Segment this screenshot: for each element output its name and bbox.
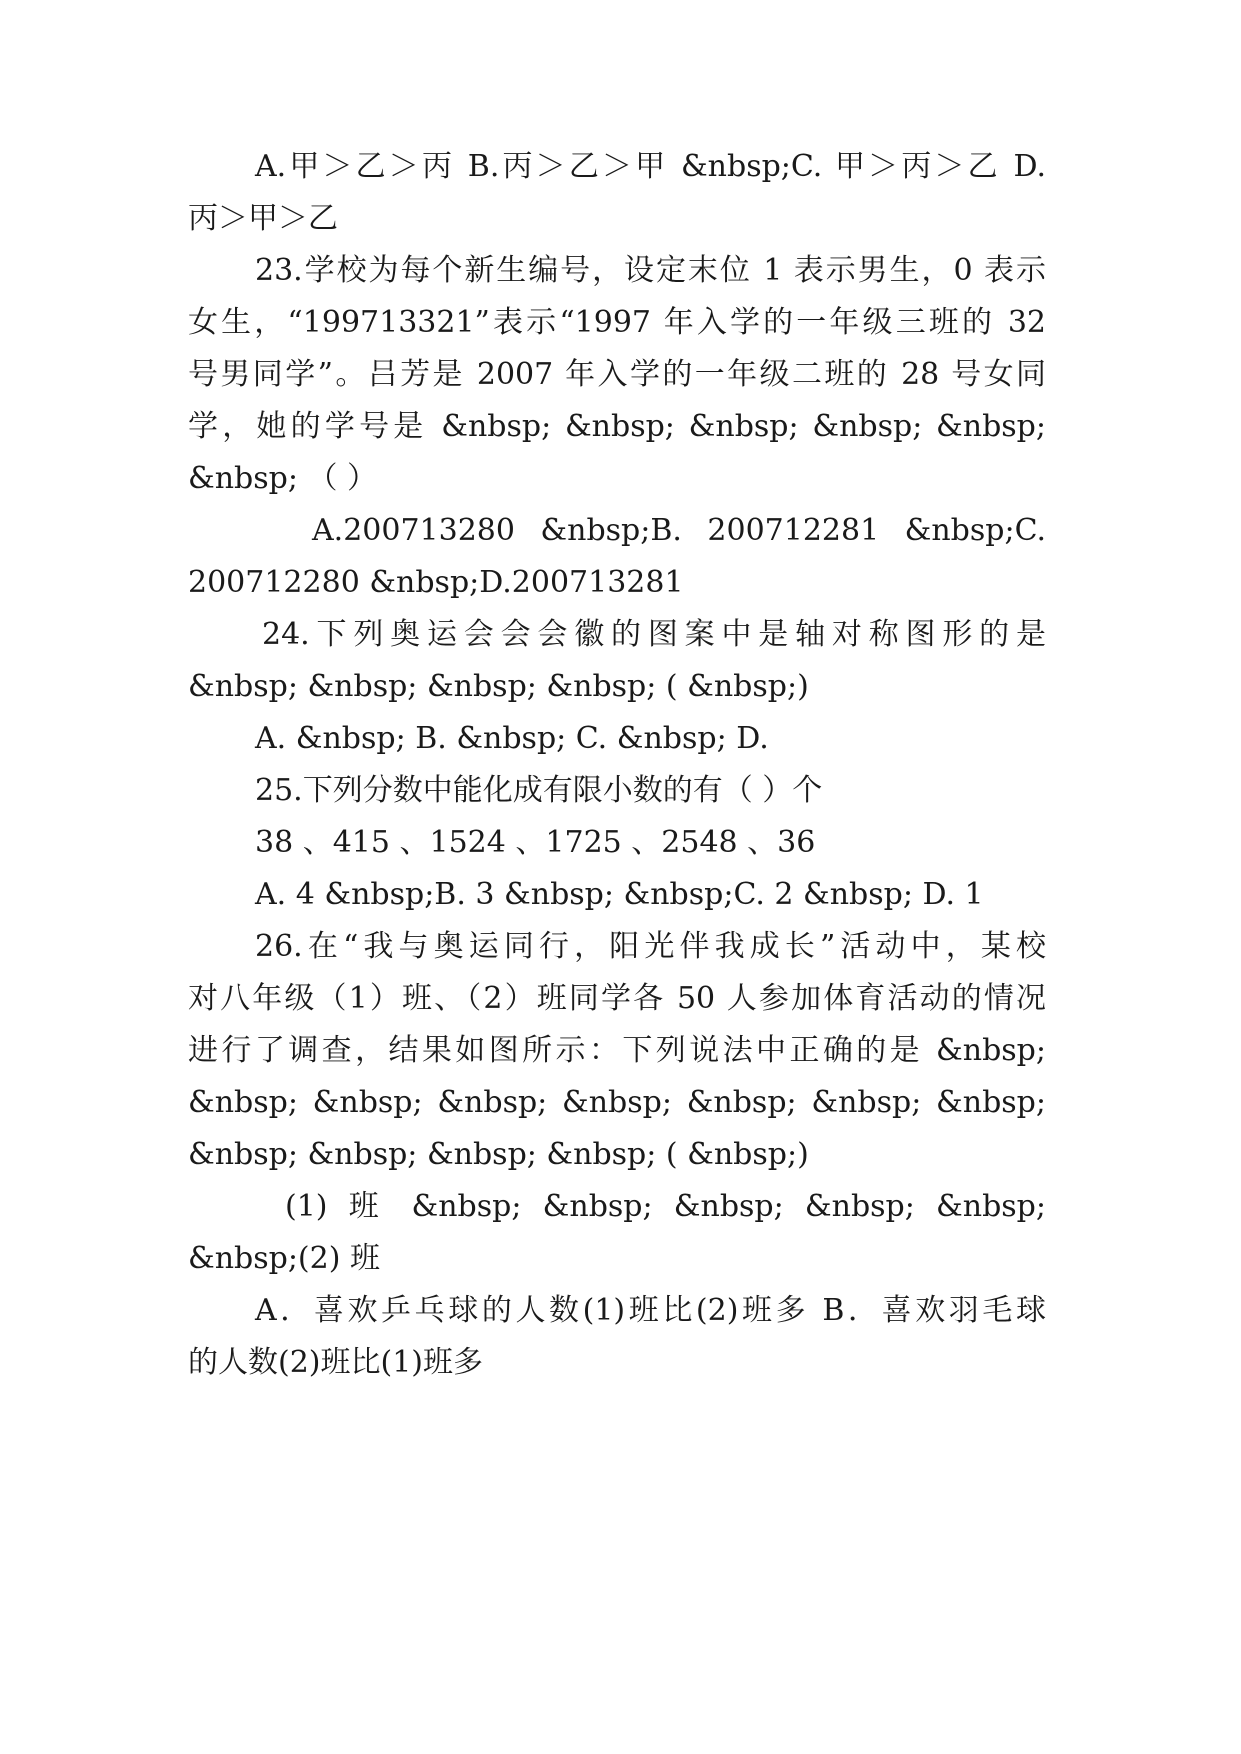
q23-options-continued: 200712280 &nbsp;D.200713281 — [188, 565, 684, 600]
q26-class-labels-line: (1) 班 &nbsp; &nbsp; &nbsp; &nbsp; &nbsp; — [285, 1189, 1046, 1224]
q26-class-labels-continued: &nbsp;(2) 班 — [188, 1241, 380, 1276]
q26-text-line-2: 对八年级（1）班、（2）班同学各 50 人参加体育活动的情况 — [188, 981, 1046, 1016]
q26-text-line-1: 26.在“我与奥运同行，阳光伴我成长”活动中，某校 — [255, 929, 1046, 964]
q25-options-line: A. 4 &nbsp;B. 3 &nbsp; &nbsp;C. 2 &nbsp; D. 1 — [255, 877, 984, 912]
q23-text-line-4: 学，她的学号是 &nbsp; &nbsp; &nbsp; &nbsp; &nbsp; — [188, 409, 1046, 444]
q24-options-line: A. &nbsp; B. &nbsp; C. &nbsp; D. — [255, 721, 769, 756]
q23-options-line: A.200713280 &nbsp;B. 200712281 &nbsp;C. — [312, 513, 1046, 548]
q23-text-line-2: 女生，“199713321”表示“1997 年入学的一年级三班的 32 — [188, 305, 1046, 340]
q25-fractions-line: 38 、415 、1524 、1725 、2548 、36 — [255, 825, 816, 860]
q22-options-continued: 丙＞甲＞乙 — [188, 201, 338, 236]
q25-text-line: 25.下列分数中能化成有限小数的有（ ）个 — [255, 773, 823, 808]
q26-options-line-2: 的人数(2)班比(1)班多 — [188, 1345, 483, 1380]
q26-text-line-4: &nbsp; &nbsp; &nbsp; &nbsp; &nbsp; &nbsp; &nbsp; — [188, 1085, 1046, 1120]
q23-text-line-5: &nbsp; （ ） — [188, 461, 378, 496]
q26-options-line-1: A．喜欢乒乓球的人数(1)班比(2)班多 B．喜欢羽毛球 — [255, 1293, 1046, 1328]
q24-text-line-1: 24.下列奥运会会会徽的图案中是轴对称图形的是 — [262, 617, 1046, 652]
q23-text-line-1: 23.学校为每个新生编号，设定末位 1 表示男生，0 表示 — [255, 253, 1046, 288]
q24-text-line-2: &nbsp; &nbsp; &nbsp; &nbsp; ( &nbsp;) — [188, 669, 809, 704]
q26-text-line-5: &nbsp; &nbsp; &nbsp; &nbsp; ( &nbsp;) — [188, 1137, 809, 1172]
q22-options-line: A.甲＞乙＞丙 B.丙＞乙＞甲 &nbsp;C. 甲＞丙＞乙 D. — [255, 149, 1046, 184]
q26-text-line-3: 进行了调查，结果如图所示：下列说法中正确的是 &nbsp; — [188, 1033, 1046, 1068]
q23-text-line-3: 号男同学”。吕芳是 2007 年入学的一年级二班的 28 号女同 — [188, 357, 1046, 392]
